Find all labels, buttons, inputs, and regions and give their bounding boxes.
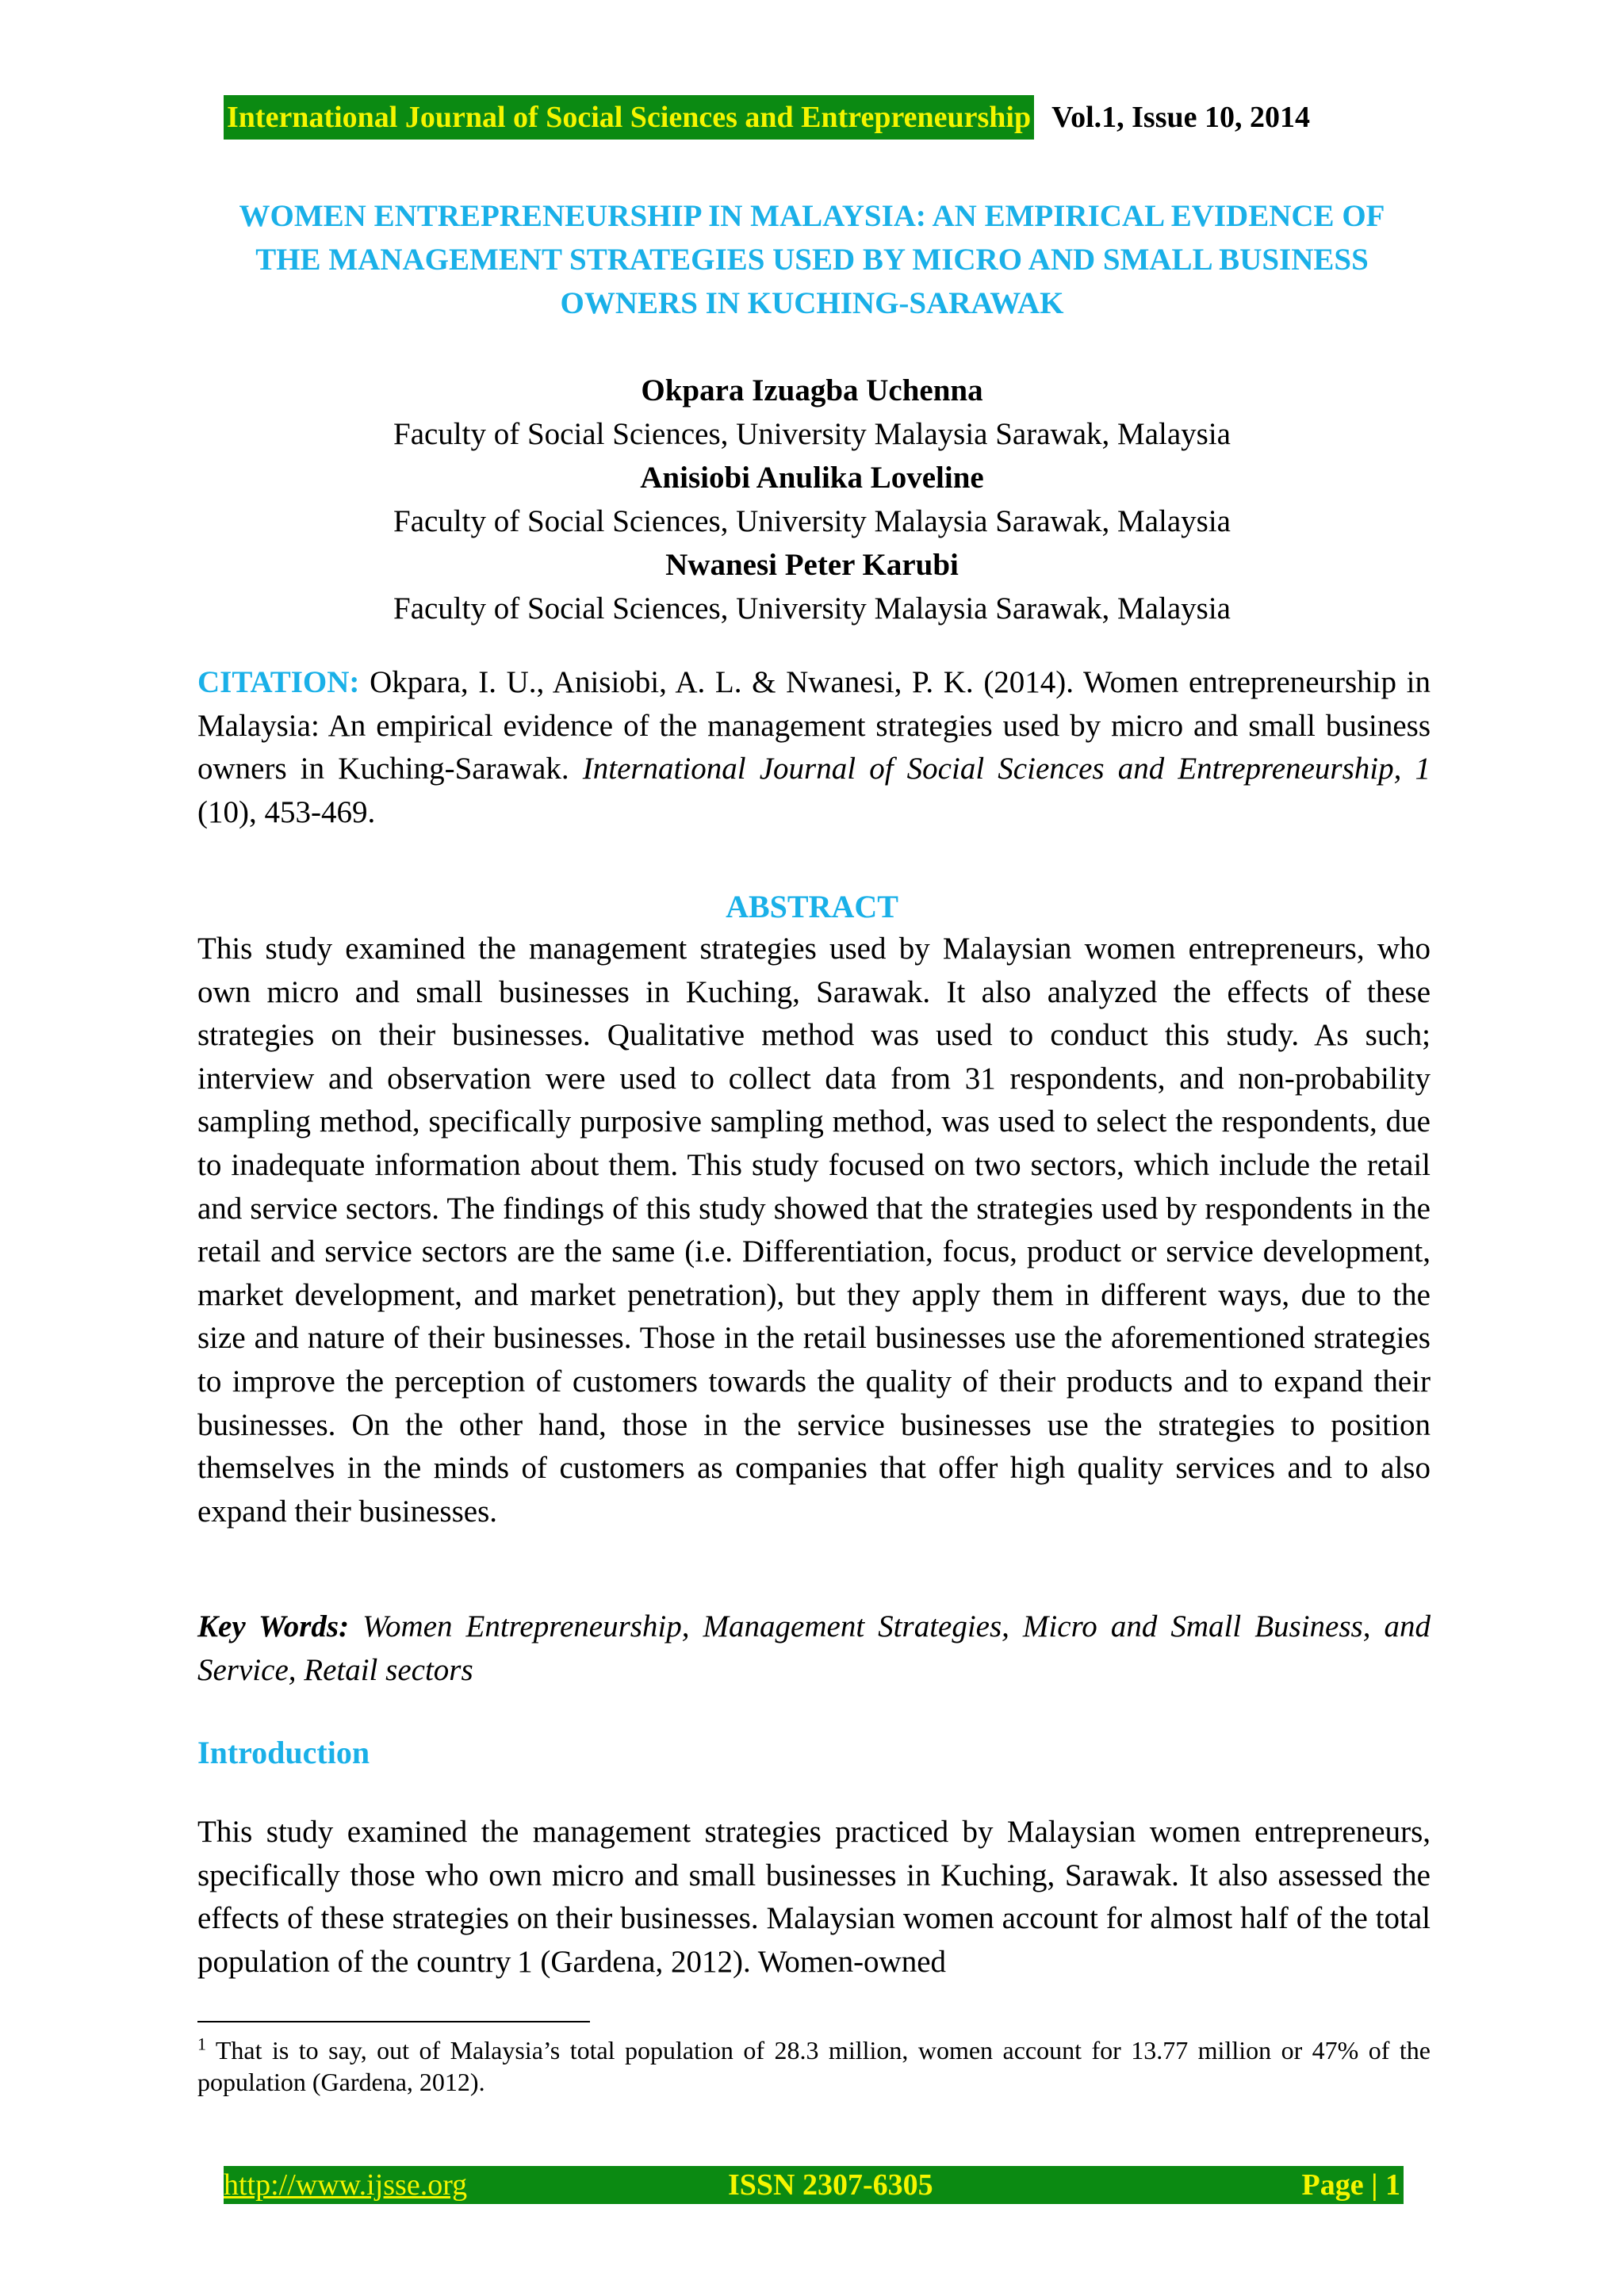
title-line: WOMEN ENTREPRENEURSHIP IN MALAYSIA: AN EMPIRICAL EVIDENCE OF — [239, 199, 1385, 233]
paper-title — [190, 194, 1434, 325]
author-list — [190, 369, 1434, 630]
footnote-divider — [197, 2021, 590, 2022]
keywords-text: Women Entrepreneurship, Management Strategies, Micro and Small Business, and Service, Retail sectors — [197, 1609, 1431, 1687]
author-affiliation: Faculty of Social Sciences, University Malaysia Sarawak, Malaysia — [393, 591, 1231, 626]
citation — [197, 661, 1431, 834]
keywords-label: Key Words: — [197, 1609, 350, 1644]
author-name: Okpara Izuagba Uchenna — [641, 373, 983, 408]
footnote-number: 1 — [197, 2034, 206, 2054]
introduction-text: This study examined the management strategies practiced by Malaysian women entrepreneurs, specifically those who own micro and small businesses in Kuching, Sarawak. It also assessed the effects of these strategies on their businesses. Malaysian women account for almost half of the total population of the country 1 (Gardena, 2012). Women-owned — [197, 1815, 1431, 1979]
abstract-heading: ABSTRACT — [726, 889, 898, 924]
author-affiliation: Faculty of Social Sciences, University Malaysia Sarawak, Malaysia — [393, 504, 1231, 538]
running-header — [224, 95, 1404, 140]
citation-text: Okpara, I. U., Anisiobi, A. L. & Nwanesi, P. K. (2014). Women entrepreneurship in Malaysia: An empirical evidence of the management strategies used by micro and small business owners in Kuching-Sarawak. — [197, 665, 1431, 786]
author-name: Nwanesi Peter Karubi — [665, 548, 959, 582]
introduction-heading: Introduction — [197, 1735, 370, 1770]
page-number: Page | 1 — [1301, 2168, 1400, 2202]
journal-url-link[interactable]: http://www.ijsse.org — [224, 2168, 468, 2202]
author-name: Anisiobi Anulika Loveline — [640, 461, 984, 495]
citation-journal: International Journal of Social Sciences and Entrepreneurship, 1 — [582, 752, 1431, 786]
title-line: THE MANAGEMENT STRATEGIES USED BY MICRO AND SMALL BUSINESS — [255, 243, 1369, 277]
abstract-text: This study examined the management strategies used by Malaysian women entrepreneurs, who own micro and small businesses in Kuching, Sarawak. It also analyzed the effects of these strategies on their businesses. Qualitative method was used to conduct this study. As such; interview and observation were used to collect data from 31 respondents, and non-probability sampling method, specifically purposive sampling method, was used to select the respondents, due to inadequate information about them. This study focused on two sectors, which include the retail and service sectors. The findings of this study showed that the strategies used by respondents in the retail and service sectors are the same (i.e. Differentiation, focus, product or service development, market development, and market penetration), but they apply them in different ways, due to the size and nature of their businesses. Those in the retail businesses use the aforementioned strategies to improve the perception of customers towards the quality of their products and to expand their businesses. On the other hand, those in the service businesses use the strategies to position themselves in the minds of customers as companies that offer high quality services and to also expand their businesses. — [197, 932, 1431, 1529]
author-affiliation: Faculty of Social Sciences, University Malaysia Sarawak, Malaysia — [393, 417, 1231, 451]
title-line: OWNERS IN KUCHING-SARAWAK — [560, 286, 1064, 320]
keywords — [197, 1605, 1431, 1692]
footnote-text: That is to say, out of Malaysia’s total population of 28.3 million, women account for 13.77 million or 47% of the population (Gardena, 2012). — [197, 2036, 1431, 2096]
issn: ISSN 2307-6305 — [728, 2168, 933, 2202]
volume-issue: Vol.1, Issue 10, 2014 — [1051, 101, 1311, 134]
page-footer — [224, 2166, 1404, 2204]
journal-name: International Journal of Social Sciences and Entrepreneurship — [224, 95, 1034, 140]
citation-pages: (10), 453-469. — [197, 794, 376, 829]
citation-label: CITATION: — [197, 665, 360, 699]
footnote — [197, 2034, 1431, 2098]
